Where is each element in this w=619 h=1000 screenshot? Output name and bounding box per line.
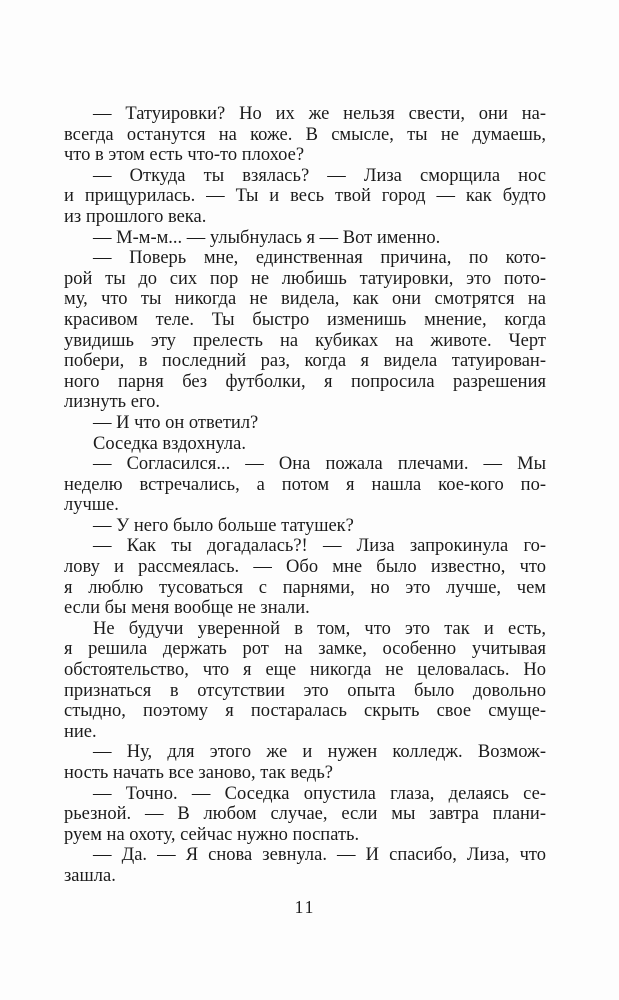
- text-line: — Поверь мне, единственная причина, по кото-: [93, 248, 546, 269]
- paragraph: [64, 413, 546, 434]
- text-line: ность начать все заново, так ведь?: [64, 763, 333, 783]
- paragraph: [64, 619, 546, 743]
- text-line: если бы меня вообще не знали.: [64, 598, 310, 619]
- text-line: я люблю тусоваться с парнями, но это лучше, чем: [64, 577, 546, 598]
- text-line: красивом теле. Ты быстро изменишь мнение, когда: [64, 309, 546, 330]
- paragraph: [64, 166, 546, 228]
- text-line: — У него было больше татушек?: [93, 515, 354, 536]
- page-number: 11: [294, 897, 316, 917]
- text-line: лизнуть его.: [64, 392, 160, 413]
- paragraph: [64, 104, 546, 166]
- text-line: признаться в отсутствии это опыта было довольно: [64, 680, 546, 701]
- text-line: я решила держать рот на замке, особенно учитывая: [64, 639, 546, 660]
- text-line: лову и рассмеялась. — Обо мне было известно, что: [64, 557, 546, 578]
- text-line: — Как ты догадалась?! — Лиза запрокинула го-: [93, 536, 546, 557]
- text-line: — Да. — Я снова зевнула. — И спасибо, Лиза, что: [93, 845, 546, 866]
- page-text-block: [64, 104, 546, 887]
- text-line: лучше.: [64, 495, 119, 516]
- text-line: из прошлого века.: [64, 206, 207, 227]
- text-line: зашла.: [64, 865, 116, 886]
- text-line: и прищурилась. — Ты и весь твой город — как будто: [64, 186, 546, 207]
- paragraph: [64, 784, 546, 846]
- text-line: стыдно, поэтому я постаралась скрыть свое смуще-: [64, 701, 546, 722]
- text-line: руем на охоту, сейчас нужно поспать.: [64, 824, 360, 845]
- text-line: рьезной. — В любом случае, если мы завтра плани-: [64, 804, 546, 825]
- text-line: — Согласился... — Она пожала плечами. — Мы: [93, 454, 546, 475]
- text-line: — Татуировки? Но их же нельзя свести, они на-: [93, 104, 546, 124]
- paragraph: [64, 845, 546, 886]
- text-line: ние.: [64, 721, 97, 742]
- text-line: увидишь эту прелесть на кубиках на животе. Черт: [64, 330, 546, 351]
- paragraph: [64, 248, 546, 413]
- paragraph: [64, 228, 546, 249]
- text-line: — Ну, для этого же и нужен колледж. Возмож-: [93, 742, 546, 763]
- text-line: — Откуда ты взялась? — Лиза сморщила нос: [93, 165, 546, 186]
- text-line: побери, в последний раз, когда я видела татуирован-: [64, 351, 546, 372]
- paragraph: [64, 742, 546, 783]
- paragraph: [64, 434, 546, 455]
- text-line: всегда останутся на коже. В смысле, ты не думаешь,: [64, 124, 546, 145]
- text-line: Не будучи уверенной в том, что это так и есть,: [93, 618, 546, 639]
- text-line: что в этом есть что-то плохое?: [64, 145, 305, 166]
- text-line: рой ты до сих пор не любишь татуировки, это пото-: [64, 268, 546, 289]
- text-line: обстоятельство, что я еще никогда не целовалась. Но: [64, 660, 546, 681]
- text-line: неделю встречались, а потом я нашла кое-кого по-: [64, 474, 546, 495]
- paragraph: [64, 536, 546, 618]
- text-line: — М-м-м... — улыбнулась я — Вот именно.: [93, 227, 441, 248]
- text-line: му, что ты никогда не видела, как они смотрятся на: [64, 289, 546, 310]
- paragraph: [64, 516, 546, 537]
- text-line: — Точно. — Соседка опустила глаза, делаясь се-: [93, 783, 546, 804]
- text-line: — И что он ответил?: [93, 412, 259, 433]
- text-line: ного парня без футболки, я попросила разрешения: [64, 371, 546, 392]
- text-line: Соседка вздохнула.: [93, 433, 246, 454]
- paragraph: [64, 454, 546, 516]
